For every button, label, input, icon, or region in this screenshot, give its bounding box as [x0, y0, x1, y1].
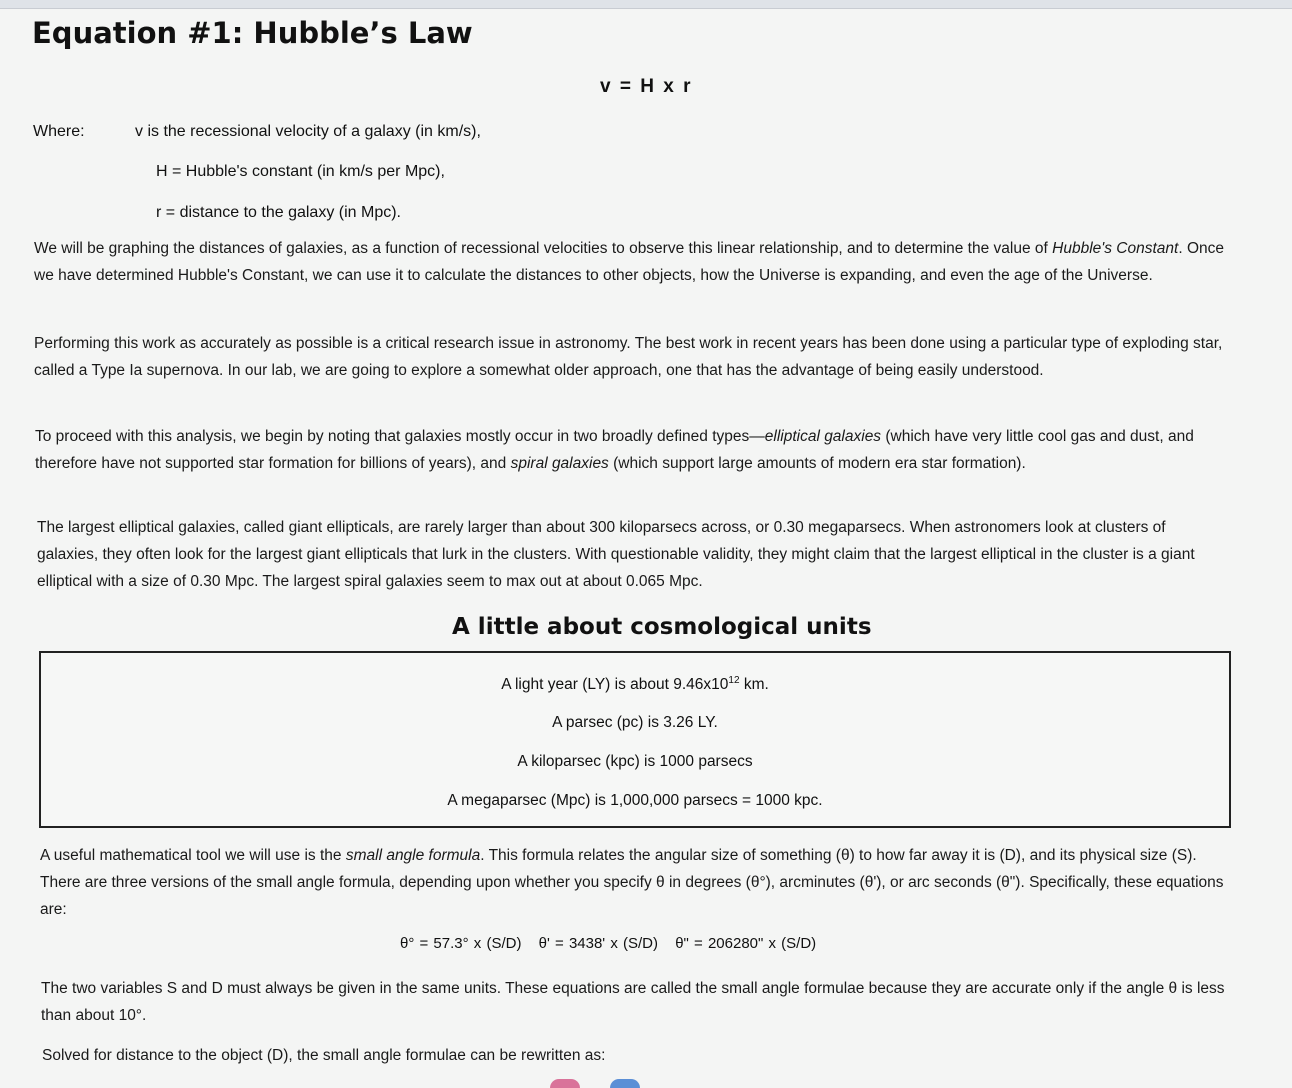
exponent: 12 — [728, 675, 740, 686]
emphasis-text: Hubble's Constant — [1052, 240, 1179, 257]
document-page — [0, 8, 1292, 1080]
unit-megaparsec: A megaparsec (Mpc) is 1,000,000 parsecs = 1000 kpc. — [447, 792, 823, 809]
units-box — [39, 651, 1231, 828]
unit-text: km. — [739, 676, 769, 693]
blue-shape — [610, 1079, 640, 1088]
paragraph-units-note: The two variables S and D must always be given in the same units. These equations are called the small angle formulae because they are accurate only if the angle θ is less than about 10°. — [41, 980, 1225, 1024]
variable-r-definition: r = distance to the galaxy (in Mpc). — [156, 204, 401, 221]
hubble-equation: v = H x r — [600, 76, 693, 97]
where-label: Where: — [33, 123, 85, 140]
paragraph-research-issue: Performing this work as accurately as possible is a critical research issue in astronomy. The best work in recent years has been done using a particular type of exploding star, called a Type Ia supernova. In our lab, we are going to explore a somewhat older approach, one that has the advantage of being easily understood. — [34, 335, 1223, 379]
paragraph-text: . This formula relates the angular size of something (θ) to how far away it is (D), and its physical size (S). There are three versions of the small angle formula, depending upon whether you specify θ in degrees (θ°), arcminutes (θ'), or arc seconds (θ"). Specifically, these equations are: — [40, 847, 1224, 918]
paragraph-galaxy-types — [35, 423, 1225, 477]
variable-h-definition: H = Hubble's constant (in km/s per Mpc), — [156, 163, 445, 180]
variable-v-definition: v is the recessional velocity of a galaxy (in km/s), — [135, 123, 481, 140]
paragraph-text: A useful mathematical tool we will use is the — [40, 847, 346, 864]
paragraph-text: We will be graphing the distances of galaxies, as a function of recessional velocities to observe this linear relationship, and to determine the value of — [34, 240, 1053, 257]
emphasis-text: spiral galaxies — [510, 455, 609, 472]
equation-degrees: θ° = 57.3° x (S/D) — [400, 935, 522, 952]
equation-arcminutes: θ' = 3438' x (S/D) — [538, 935, 659, 952]
emphasis-text: small angle formula — [345, 847, 481, 864]
paragraph-small-angle — [40, 842, 1230, 923]
unit-text: A light year (LY) is about 9.46x10 — [501, 676, 729, 693]
units-heading: A little about cosmological units — [452, 614, 872, 640]
emphasis-text: elliptical galaxies — [764, 428, 882, 445]
paragraph-text: To proceed with this analysis, we begin by noting that galaxies mostly occur in two broadly defined types— — [35, 428, 765, 445]
unit-parsec: A parsec (pc) is 3.26 LY. — [552, 714, 718, 731]
paragraph-text: (which have very little cool gas and dust, and therefore have not supported star formation for billions of years), and — [35, 428, 1194, 472]
equation-arcseconds: θ" = 206280" x (S/D) — [675, 935, 817, 952]
paragraph-graphing-intro — [34, 235, 1229, 289]
red-shape — [550, 1079, 580, 1088]
paragraph-solved-distance: Solved for distance to the object (D), the small angle formulae can be rewritten as: — [42, 1047, 606, 1064]
paragraph-text: (which support large amounts of modern era star formation). — [608, 455, 1026, 472]
paragraph-text: . Once we have determined Hubble's Constant, we can use it to calculate the distances to other objects, how the Universe is expanding, and even the age of the Universe. — [34, 240, 1224, 284]
unit-light-year — [41, 675, 1229, 694]
paragraph-elliptical-sizes: The largest elliptical galaxies, called giant ellipticals, are rarely larger than about 300 kiloparsecs across, or 0.30 megaparsecs. When astronomers look at clusters of galaxies, they often look for the largest giant ellipticals that lurk in the clusters. With questionable validity, they might claim that the largest elliptical in the cluster is a giant elliptical with a size of 0.30 Mpc. The largest spiral galaxies seem to max out at about 0.065 Mpc. — [37, 519, 1195, 590]
page-title: Equation #1: Hubble’s Law — [32, 16, 473, 50]
partial-figure-top — [550, 1079, 650, 1088]
unit-kiloparsec: A kiloparsec (kpc) is 1000 parsecs — [517, 753, 753, 770]
small-angle-equations — [400, 935, 828, 952]
